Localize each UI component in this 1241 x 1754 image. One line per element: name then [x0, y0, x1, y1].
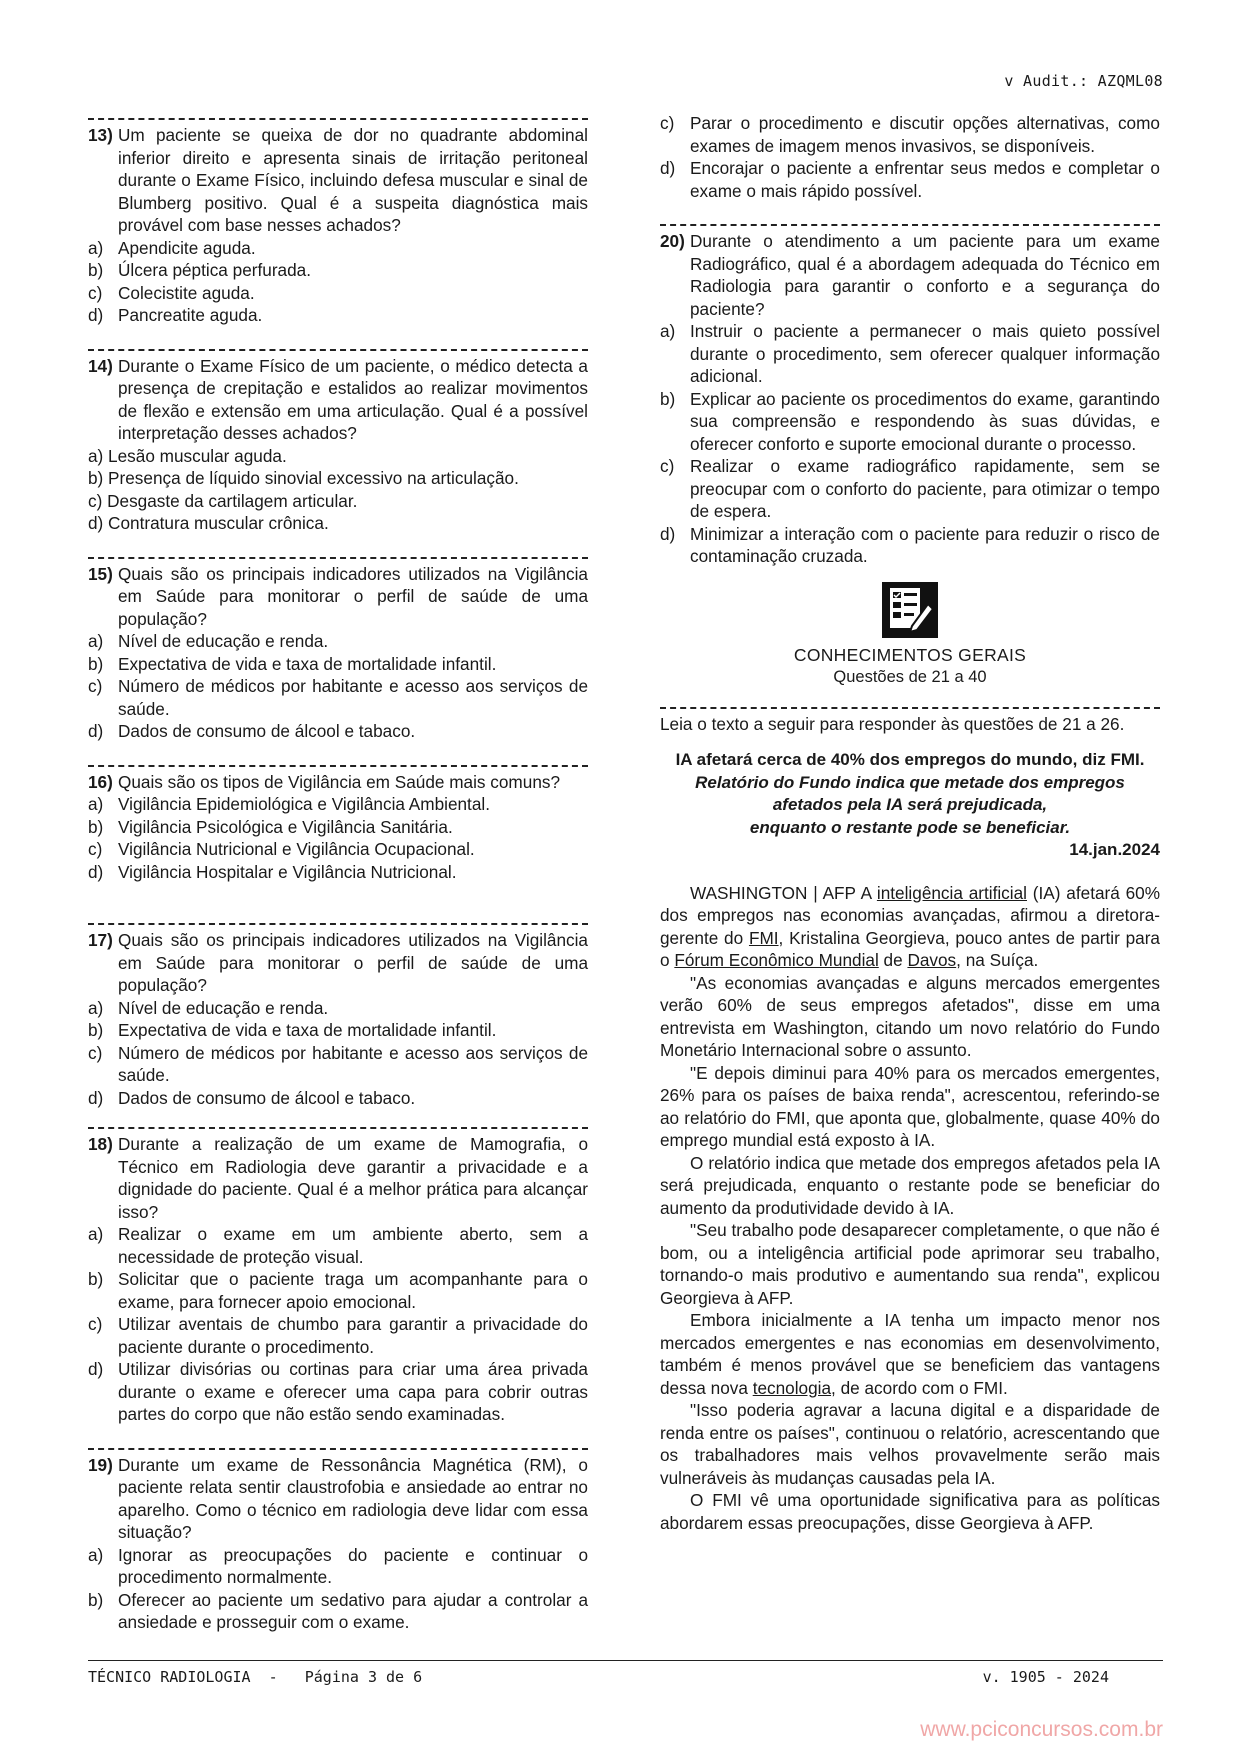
option-text: Vigilância Hospitalar e Vigilância Nutricional. [118, 861, 457, 882]
question-separator [660, 224, 1160, 226]
option-letter: d) [660, 158, 676, 178]
question-separator [88, 923, 588, 925]
question-separator [88, 349, 588, 351]
option-d[interactable] [88, 304, 588, 327]
option-d[interactable] [88, 1087, 588, 1110]
question-20 [660, 224, 1160, 568]
option-letter: a) [88, 794, 104, 814]
option-letter: b) [88, 1020, 104, 1040]
left-column [88, 118, 588, 1634]
article-paragraph-2: "As economias avançadas e alguns mercados emergentes verão 60% de seus empregos afetados", disse em uma entrevista em Washington, citando um novo relatório do Fundo Monetário Internacional sobre o assunto. [660, 972, 1160, 1060]
question-18 [88, 1127, 588, 1426]
question-text: Quais são os principais indicadores utilizados na Vigilância em Saúde para monitorar o perfil de saúde de uma população? [118, 930, 588, 995]
article-paragraph-7: "Isso poderia agravar a lacuna digital e a disparidade de renda entre os países", continuou o relatório, acrescentando que os trabalhadores mais velhos provavelmente serão mais vulneráveis às mudanças causadas pela IA. [660, 1400, 1160, 1488]
question-text: Quais são os principais indicadores utilizados na Vigilância em Saúde para monitorar o perfil de saúde de uma população? [118, 563, 588, 629]
question-text: Durante o atendimento a um paciente para um exame Radiográfico, qual é a abordagem adequada do Técnico em Radiologia para garantir o conforto e a segurança do paciente? [690, 231, 1160, 319]
option-letter: b) [660, 388, 676, 409]
text: WASHINGTON | AFP A [690, 882, 877, 903]
link-forum-economico-mundial[interactable]: Fórum Econômico Mundial [674, 950, 879, 970]
option-letter: a) [88, 1544, 104, 1565]
question-separator [88, 765, 588, 767]
text: , na Suíça. [956, 950, 1039, 970]
option-text: Úlcera péptica perfurada. [118, 260, 311, 280]
article-paragraph-5: "Seu trabalho pode desaparecer completamente, o que não é bom, ou a inteligência artificial pode aprimorar seu trabalho, tornando-o mais produtivo e aumentando sua renda", explicou Georgieva à AFP. [660, 1220, 1160, 1308]
option-text: Expectativa de vida e taxa de mortalidade infantil. [118, 653, 497, 674]
text: , de acordo com o FMI. [831, 1377, 1008, 1398]
option-text: Realizar o exame em um ambiente aberto, sem a necessidade de proteção visual. [118, 1224, 588, 1267]
text: , Kristalina Georgieva, pouco antes de partir para o [660, 927, 1160, 970]
option-letter: d) [88, 1087, 104, 1108]
option-c[interactable] [88, 282, 588, 305]
question-13 [88, 118, 588, 327]
text: (IA) afetará 60% dos empregos nas economias avançadas, afirmou a diretora-gerente do [660, 882, 1161, 948]
option-c[interactable] [88, 1313, 588, 1358]
option-letter: a) [88, 997, 104, 1018]
option-b[interactable] [88, 816, 588, 839]
option-text: Utilizar aventais de chumbo para garantir a privacidade do paciente durante o procedimento. [118, 1314, 588, 1357]
option-letter: a) [88, 1224, 104, 1244]
option-text: Apendicite aguda. [118, 237, 256, 258]
option-text: Vigilância Epidemiológica e Vigilância Ambiental. [118, 794, 490, 814]
option-letter: a) [660, 321, 676, 341]
option-text: Explicar ao paciente os procedimentos do exame, garantindo sua compreensão e respondendo às suas dúvidas, e oferecer conforto e suporte emocional durante o processo. [690, 388, 1160, 454]
link-fmi[interactable]: FMI [748, 927, 779, 948]
option-b[interactable] [88, 1019, 588, 1042]
option-d[interactable]: d) Contratura muscular crônica. [88, 513, 329, 533]
option-a[interactable] [88, 237, 588, 260]
footer-version: v. 1905 - 2024 [982, 1668, 1109, 1686]
article-subhead-2: afetados pela IA será prejudicada, [772, 795, 1048, 814]
question-separator [88, 118, 588, 120]
link-davos[interactable]: Davos [907, 950, 957, 970]
link-tecnologia[interactable]: tecnologia [752, 1377, 832, 1398]
article-paragraph-3: "E depois diminui para 40% para os mercados emergentes, 26% para os países de baixa renda", acrescentou, referindo-se ao relatório do FMI, que aponta que, globalmente, quase 40% do emprego mundial está exposto à IA. [660, 1062, 1160, 1150]
option-letter: d) [88, 305, 104, 325]
option-b[interactable] [88, 653, 588, 676]
option-letter: c) [88, 1042, 103, 1063]
option-letter: b) [88, 260, 104, 280]
option-c[interactable] [660, 455, 1160, 523]
option-text: Dados de consumo de álcool e tabaco. [118, 1087, 416, 1108]
article-paragraph-6 [660, 1309, 1160, 1399]
question-number: 13) [88, 125, 113, 145]
article-paragraph-4: O relatório indica que metade dos empregos afetados pela IA será prejudicada, enquanto o restante pode se beneficiar do aumento da produtividade devido à IA. [660, 1152, 1160, 1218]
option-text: Expectativa de vida e taxa de mortalidade infantil. [118, 1020, 497, 1040]
question-number: 20) [660, 231, 685, 251]
option-a[interactable] [88, 793, 588, 816]
option-letter: c) [660, 113, 675, 133]
option-c[interactable]: c) Desgaste da cartilagem articular. [88, 490, 358, 511]
option-d[interactable] [88, 861, 588, 884]
right-column [660, 112, 1160, 1534]
footer-page-info: TÉCNICO RADIOLOGIA - Página 3 de 6 [88, 1668, 423, 1686]
option-text: Instruir o paciente a permanecer o mais quieto possível durante o procedimento, sem oferecer qualquer informação adicional. [690, 321, 1160, 386]
option-text: Número de médicos por habitante e acesso aos serviços de saúde. [118, 1042, 588, 1085]
option-letter: b) [88, 653, 104, 674]
question-number: 14) [88, 355, 113, 376]
option-text: Nível de educação e renda. [118, 631, 329, 651]
option-letter: c) [88, 676, 103, 696]
article-subhead-1: Relatório do Fundo indica que metade dos empregos [695, 772, 1125, 792]
question-number: 15) [88, 563, 113, 584]
article-subhead-3: enquanto o restante pode se beneficiar. [749, 817, 1071, 837]
option-text: Utilizar divisórias ou cortinas para criar uma área privada durante o exame e oferecer uma capa para cobrir outras partes do corpo que não estão sendo examinadas. [118, 1359, 588, 1424]
option-a[interactable] [88, 1223, 588, 1268]
question-17 [88, 923, 588, 1109]
option-a[interactable] [660, 320, 1160, 388]
option-letter: c) [88, 282, 103, 303]
option-c[interactable] [88, 1042, 588, 1087]
option-text: Número de médicos por habitante e acesso aos serviços de saúde. [118, 676, 588, 719]
question-16 [88, 765, 588, 884]
option-text: Realizar o exame radiográfico rapidamente, sem se preocupar com o conforto do paciente, para otimizar o tempo de espera. [690, 456, 1160, 521]
option-c[interactable] [660, 112, 1160, 157]
option-text: Minimizar a interação com o paciente para reduzir o risco de contaminação cruzada. [690, 523, 1160, 566]
option-letter: b) [88, 1589, 104, 1610]
option-text: Encorajar o paciente a enfrentar seus medos e completar o exame o mais rápido possível. [690, 158, 1160, 201]
option-a[interactable]: a) Lesão muscular aguda. [88, 445, 287, 466]
option-d[interactable] [660, 157, 1160, 202]
question-number: 18) [88, 1134, 113, 1154]
option-text: Dados de consumo de álcool e tabaco. [118, 721, 416, 741]
question-text: Durante o Exame Físico de um paciente, o médico detecta a presença de crepitação e estalidos ao realizar movimentos de flexão e extensão em uma articulação. Qual é a possível interpretação desses achados? [118, 355, 588, 443]
option-b[interactable] [88, 259, 588, 282]
site-watermark: www.pciconcursos.com.br [920, 1718, 1163, 1741]
question-separator [88, 557, 588, 559]
article-date: 14.jan.2024 [1069, 840, 1160, 859]
question-14 [88, 349, 588, 535]
option-b[interactable] [88, 1589, 588, 1634]
section-title: CONHECIMENTOS GERAIS [793, 644, 1027, 665]
option-letter: d) [88, 861, 104, 882]
section-subtitle: Questões de 21 a 40 [833, 668, 987, 686]
question-number: 17) [88, 930, 113, 950]
audit-code: v Audit.: AZQML08 [1004, 72, 1163, 90]
option-text: Pancreatite aguda. [118, 305, 263, 325]
question-15 [88, 557, 588, 743]
option-a[interactable] [88, 1544, 588, 1589]
option-text: Oferecer ao paciente um sedativo para ajudar a controlar a ansiedade e prosseguir com o exame. [118, 1589, 588, 1632]
question-separator [88, 1127, 588, 1129]
question-19 [88, 1448, 588, 1634]
question-number: 19) [88, 1454, 113, 1475]
question-number: 16) [88, 771, 113, 792]
option-d[interactable] [88, 1358, 588, 1426]
option-c[interactable] [88, 675, 588, 720]
article-paragraph-1 [660, 882, 1160, 972]
option-letter: d) [88, 1359, 104, 1379]
text: de [878, 950, 908, 970]
footer-divider [88, 1660, 1163, 1661]
option-letter: a) [88, 237, 104, 258]
option-b[interactable]: b) Presença de líquido sinovial excessivo na articulação. [88, 468, 519, 488]
text: Embora inicialmente a IA tenha um impacto menor nos mercados emergentes e nas economias em desenvolvimento, também é menos provável que se beneficiem das vantagens dessa nova [660, 1310, 1160, 1398]
option-b[interactable] [88, 1268, 588, 1313]
option-letter: d) [660, 523, 676, 544]
link-inteligencia-artificial[interactable]: inteligência artificial [876, 882, 1027, 903]
question-text: Durante um exame de Ressonância Magnética (RM), o paciente relata sentir claustrofobia e ansiedade ao entrar no aparelho. Como o técnico em radiologia deve lidar com essa situação? [118, 1454, 588, 1542]
exam-form-icon [882, 582, 938, 638]
option-text: Ignorar as preocupações do paciente e continuar o procedimento normalmente. [118, 1544, 588, 1587]
option-letter: b) [88, 816, 104, 837]
option-letter: c) [88, 839, 103, 859]
option-text: Solicitar que o paciente traga um acompanhante para o exame, para fornecer apoio emocional. [118, 1269, 588, 1312]
option-letter: a) [88, 631, 104, 651]
question-19-continued [660, 112, 1160, 202]
option-text: Parar o procedimento e discutir opções alternativas, como exames de imagem menos invasivos, se disponíveis. [690, 113, 1160, 156]
option-d[interactable] [660, 523, 1160, 568]
option-c[interactable] [88, 838, 588, 861]
option-text: Colecistite aguda. [118, 282, 255, 303]
option-letter: c) [88, 1314, 103, 1334]
question-text: Durante a realização de um exame de Mamografia, o Técnico em Radiologia deve garantir a privacidade e a dignidade do paciente. Qual é a melhor prática para alcançar isso? [118, 1134, 588, 1222]
option-b[interactable] [660, 388, 1160, 456]
article-headline: IA afetará cerca de 40% dos empregos do mundo, diz FMI. [675, 750, 1145, 769]
question-text: Quais são os tipos de Vigilância em Saúde mais comuns? [118, 771, 561, 792]
option-letter: d) [88, 721, 104, 741]
option-letter: b) [88, 1269, 104, 1289]
text-separator [660, 707, 1160, 709]
option-a[interactable] [88, 630, 588, 653]
question-text: Um paciente se queixa de dor no quadrante abdominal inferior direito e apresenta sinais de irritação peritoneal durante o Exame Físico, incluindo defesa muscular e sinal de Blumberg positivo. Qual é a suspeita diagnóstica mais provável com base nesses achados? [118, 125, 588, 235]
article-paragraph-8: O FMI vê uma oportunidade significativa para as políticas abordarem essas preocupações, disse Georgieva à AFP. [660, 1490, 1160, 1533]
option-letter: c) [660, 456, 675, 476]
option-a[interactable] [88, 997, 588, 1020]
reading-instruction: Leia o texto a seguir para responder às questões de 21 a 26. [660, 713, 1125, 734]
question-separator [88, 1448, 588, 1450]
option-text: Vigilância Psicológica e Vigilância Sanitária. [118, 816, 453, 837]
option-text: Vigilância Nutricional e Vigilância Ocupacional. [118, 839, 475, 859]
option-text: Nível de educação e renda. [118, 997, 329, 1018]
option-d[interactable] [88, 720, 588, 743]
